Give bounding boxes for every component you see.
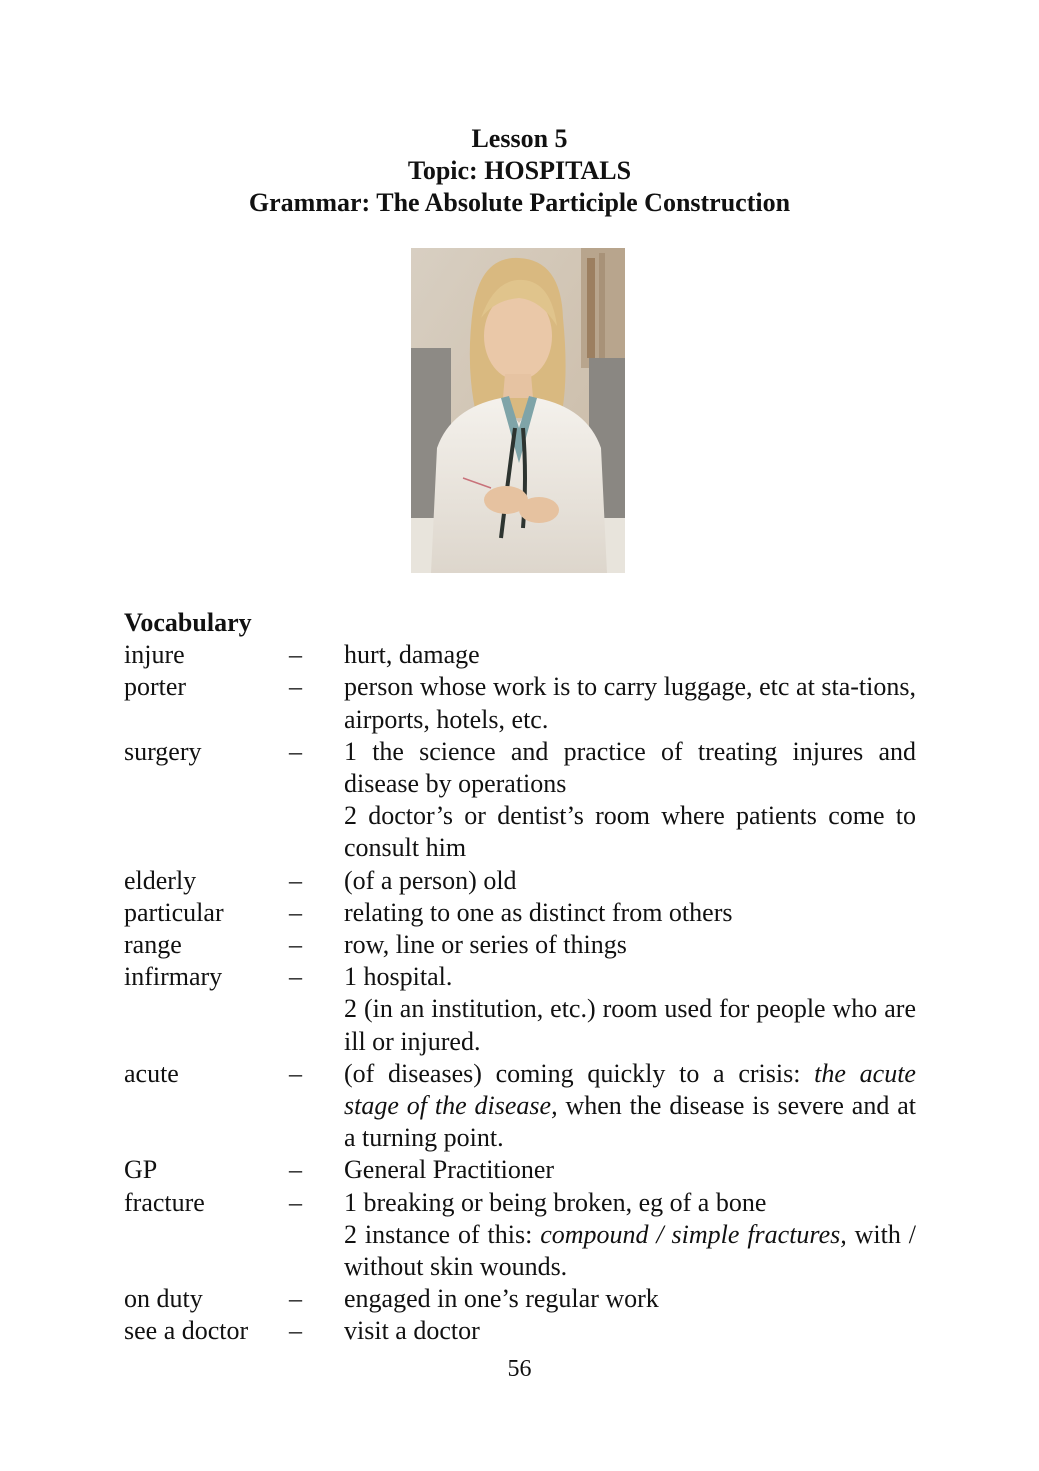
definition-text: visit a doctor [344, 1316, 480, 1346]
vocabulary-entry [124, 929, 916, 961]
vocabulary-dash: – [289, 865, 302, 895]
vocabulary-definitions [344, 1187, 916, 1284]
vocabulary-term: fracture [124, 1187, 205, 1217]
vocabulary-definition [344, 671, 916, 735]
vocabulary-definition [344, 1187, 916, 1219]
definition-text: (of a person) old [344, 865, 517, 895]
vocabulary-definitions [344, 961, 916, 1058]
vocabulary-definitions [344, 671, 916, 735]
vocabulary-section [124, 607, 916, 1348]
definition-example: compound / simple fractures, [540, 1219, 847, 1249]
definition-text: hurt, damage [344, 640, 480, 670]
definition-text: 1 hospital. [344, 962, 453, 992]
vocabulary-term: see a doctor [124, 1316, 249, 1346]
grammar-title: Grammar: The Absolute Participle Construction [248, 188, 791, 217]
vocabulary-definitions [344, 929, 916, 961]
vocabulary-term: elderly [124, 865, 197, 895]
definition-text: 2 instance of this: [344, 1219, 541, 1249]
vocabulary-entry [124, 961, 916, 1058]
definition-text: relating to one as distinct from others [344, 897, 733, 927]
vocabulary-dash: – [289, 672, 302, 702]
vocabulary-dash: – [289, 1284, 302, 1314]
vocabulary-term: GP [124, 1155, 158, 1185]
definition-text: person whose work is to carry luggage, etc at sta-tions, airports, hotels, etc. [344, 672, 916, 734]
vocabulary-dash: – [289, 1058, 302, 1088]
vocabulary-definitions [344, 865, 916, 897]
vocabulary-dash: – [289, 736, 302, 766]
vocabulary-entry [124, 1154, 916, 1186]
vocabulary-term: porter [124, 672, 187, 702]
vocabulary-dash: – [289, 962, 302, 992]
vocabulary-term: range [124, 930, 182, 960]
definition-text: 2 (in an institution, etc.) room used for people who are ill or injured. [344, 994, 916, 1056]
definition-example: the acute stage of the disease, [344, 1058, 916, 1121]
vocabulary-dash: – [289, 1316, 302, 1346]
vocabulary-term: surgery [124, 736, 202, 766]
vocabulary-definitions [344, 897, 916, 929]
vocabulary-dash: – [289, 1187, 302, 1217]
vocabulary-definition [344, 1315, 916, 1347]
vocabulary-entry [124, 671, 916, 735]
vocabulary-definition [344, 897, 916, 929]
vocabulary-entry [124, 897, 916, 929]
definition-text: engaged in one’s regular work [344, 1284, 659, 1314]
vocabulary-definitions [344, 1154, 916, 1186]
doctor-illustration [411, 248, 625, 573]
lesson-title: Lesson 5 [471, 124, 568, 153]
vocabulary-definitions [344, 1315, 916, 1347]
vocabulary-term: particular [124, 897, 224, 927]
vocabulary-dash: – [289, 1155, 302, 1185]
vocabulary-list [124, 639, 916, 1347]
vocabulary-definitions [344, 1283, 916, 1315]
vocabulary-definition [344, 993, 916, 1057]
vocabulary-term: infirmary [124, 962, 223, 992]
definition-text: 1 the science and practice of treating injures and disease by operations [344, 736, 916, 799]
page-number: 56 [507, 1356, 532, 1382]
vocabulary-entry [124, 865, 916, 897]
vocabulary-definitions [344, 1058, 916, 1155]
vocabulary-entry [124, 736, 916, 865]
topic-title: Topic: HOSPITALS [407, 156, 632, 185]
definition-text: 2 doctor’s or dentist’s room where patients come to consult him [344, 801, 916, 863]
vocabulary-definition [344, 1154, 916, 1186]
lesson-heading [0, 123, 1039, 219]
definition-text: row, line or series of things [344, 930, 627, 960]
vocabulary-definitions [344, 736, 916, 865]
vocabulary-title: Vocabulary [124, 608, 252, 637]
vocabulary-term: injure [124, 640, 185, 670]
vocabulary-dash: – [289, 897, 302, 927]
definition-text: when the disease is severe and at a turning point. [344, 1091, 916, 1153]
vocabulary-definition [344, 1283, 916, 1315]
vocabulary-definition [344, 736, 916, 800]
vocabulary-definition [344, 639, 916, 671]
vocabulary-definition [344, 1219, 916, 1283]
vocabulary-entry [124, 1315, 916, 1347]
vocabulary-definition [344, 1058, 916, 1155]
definition-text: General Practitioner [344, 1155, 555, 1185]
vocabulary-definitions [344, 639, 916, 671]
definition-text: with / without skin wounds. [344, 1219, 916, 1282]
vocabulary-definition [344, 800, 916, 864]
vocabulary-term: on duty [124, 1284, 203, 1314]
vocabulary-dash: – [289, 640, 302, 670]
definition-text: 1 breaking or being broken, eg of a bone [344, 1187, 767, 1217]
vocabulary-term: acute [124, 1058, 179, 1088]
vocabulary-definition [344, 961, 916, 993]
vocabulary-dash: – [289, 930, 302, 960]
vocabulary-entry [124, 1187, 916, 1284]
vocabulary-entry [124, 1058, 916, 1155]
definition-text: (of diseases) coming quickly to a crisis: [344, 1058, 815, 1088]
vocabulary-entry [124, 1283, 916, 1315]
doctor-photo [411, 248, 625, 573]
vocabulary-definition [344, 929, 916, 961]
vocabulary-definition [344, 865, 916, 897]
vocabulary-entry [124, 639, 916, 671]
